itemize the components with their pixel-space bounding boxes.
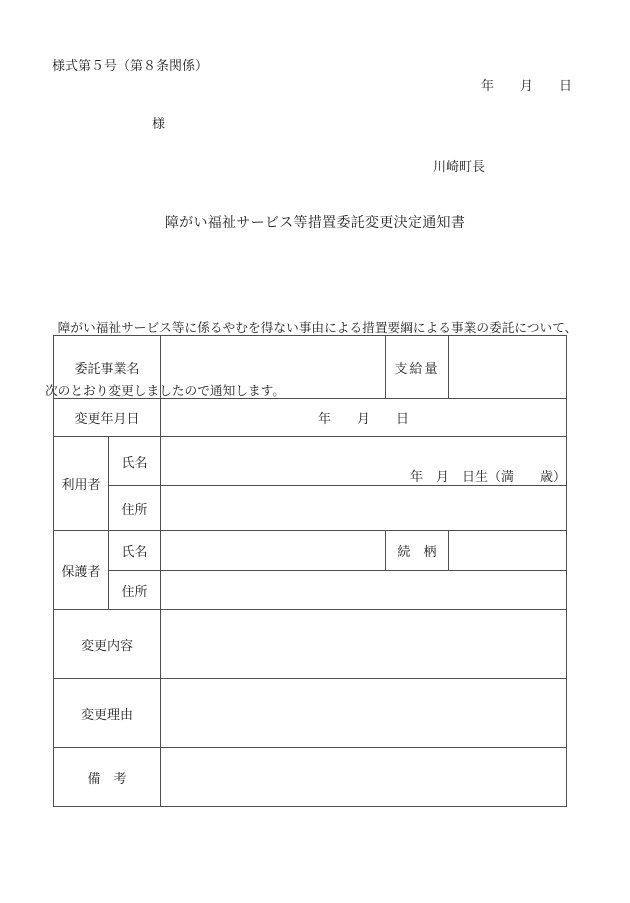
user-name-label: 氏名 xyxy=(109,437,161,486)
sender-name: 川崎町長 xyxy=(433,159,486,174)
row-user-address xyxy=(54,486,567,531)
row-change-content xyxy=(54,610,567,679)
body-line-2: 次のとおり変更しましたので通知します。 xyxy=(45,384,286,398)
remarks-value-cell xyxy=(161,748,567,807)
business-name-value-cell xyxy=(161,336,386,399)
change-content-label: 変更内容 xyxy=(54,610,161,679)
row-business-name xyxy=(54,336,567,399)
addressee-suffix: 様 xyxy=(152,116,166,131)
change-content-value-cell xyxy=(161,610,567,679)
change-date-label: 変更年月日 xyxy=(54,399,161,437)
change-date-value-cell: 年 月 日 xyxy=(161,399,567,437)
row-user-name xyxy=(54,437,567,486)
user-birthdate-cell: 年 月 日生（満 歳） xyxy=(161,437,567,486)
change-reason-label: 変更理由 xyxy=(54,679,161,748)
guardian-address-value-cell xyxy=(161,571,567,610)
guardian-name-label: 氏名 xyxy=(109,531,161,571)
row-guardian-address xyxy=(54,571,567,610)
guardian-address-label: 住所 xyxy=(109,571,161,610)
header-date-placeholder: 年 月 日 xyxy=(480,78,572,93)
row-change-date xyxy=(54,399,567,437)
form-number: 様式第５号（第８条関係） xyxy=(52,58,209,73)
remarks-label: 備 考 xyxy=(54,748,161,807)
user-address-label: 住所 xyxy=(109,486,161,531)
guardian-name-value-cell xyxy=(161,531,386,571)
business-name-label: 委託事業名 xyxy=(54,336,161,399)
relationship-value-cell xyxy=(449,531,567,571)
supply-amount-label: 支給量 xyxy=(386,336,449,399)
row-change-reason xyxy=(54,679,567,748)
relationship-label: 続 柄 xyxy=(386,531,449,571)
guardian-group-label: 保護者 xyxy=(54,531,109,610)
notification-table xyxy=(53,335,567,807)
user-group-label: 利用者 xyxy=(54,437,109,531)
user-address-value-cell xyxy=(161,486,567,531)
supply-amount-value-cell xyxy=(449,336,567,399)
document-title: 障がい福祉サービス等措置委託変更決定通知書 xyxy=(164,216,466,231)
change-reason-value-cell xyxy=(161,679,567,748)
row-guardian-name xyxy=(54,531,567,571)
row-remarks xyxy=(54,748,567,807)
body-line-1: 障がい福祉サービス等に係るやむを得ない事由による措置要綱による事業の委託について、 xyxy=(45,321,578,335)
